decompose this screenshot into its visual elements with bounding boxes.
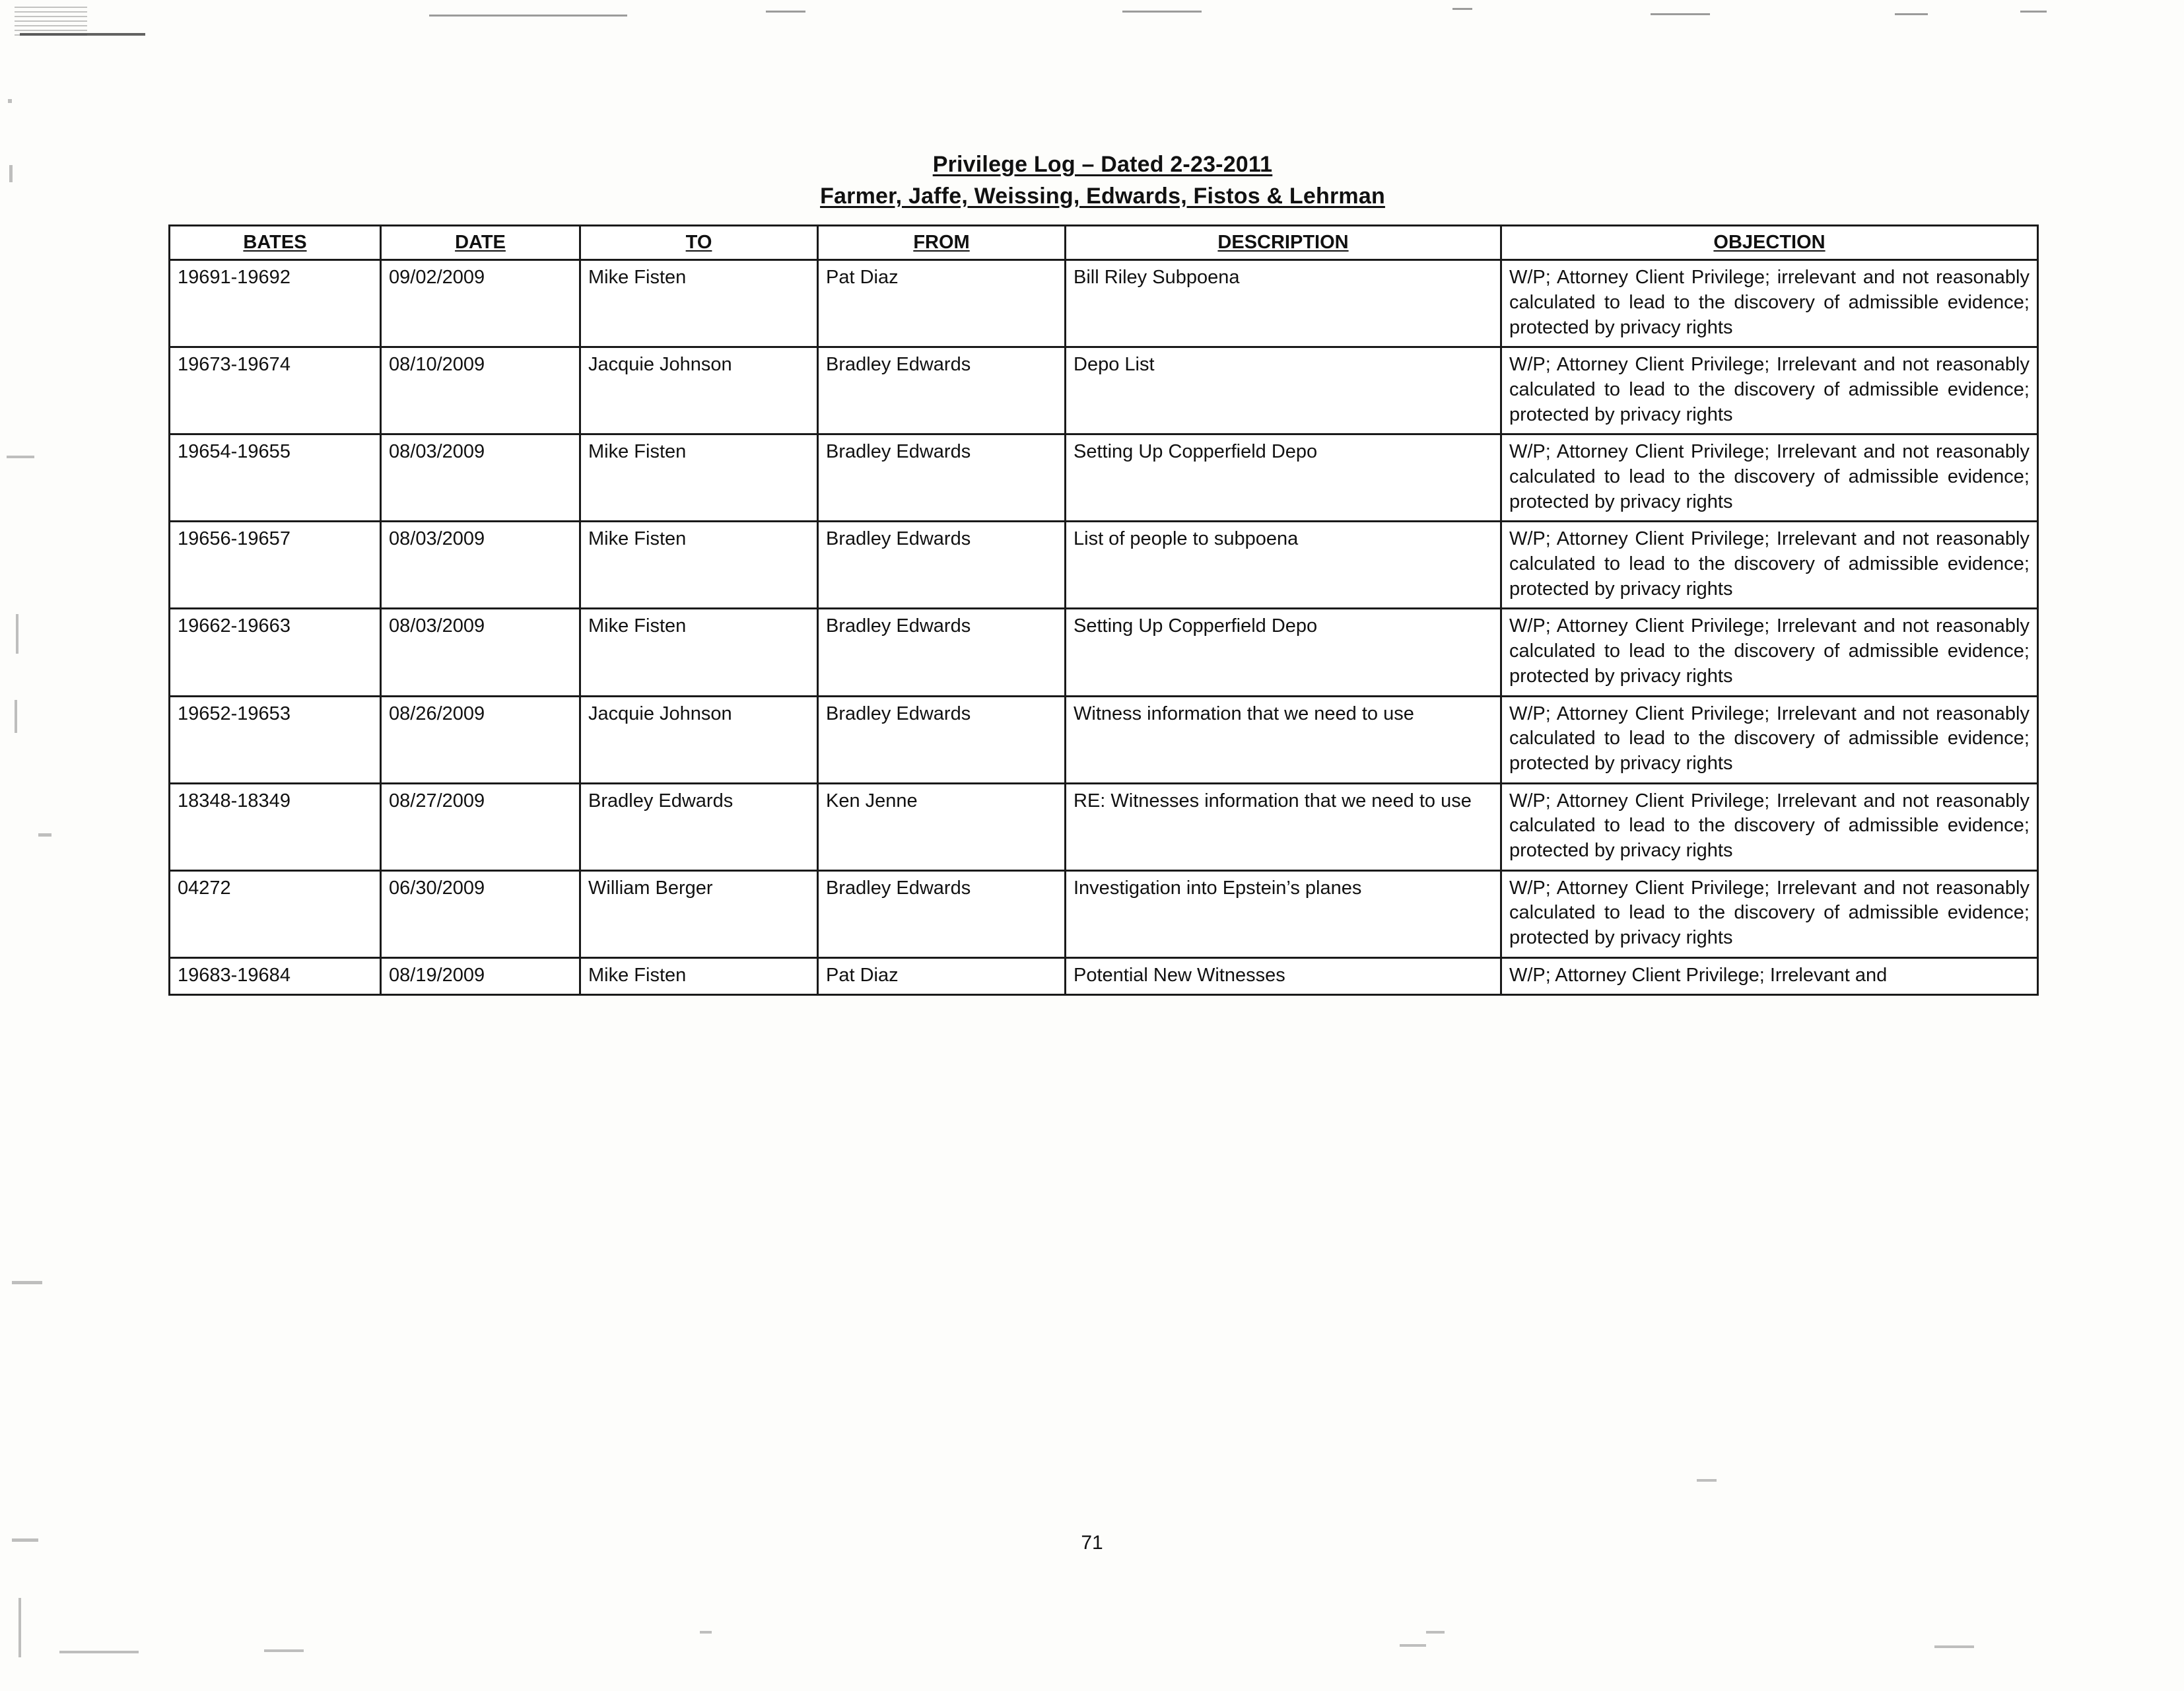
scan-speck [59, 1651, 139, 1653]
cell-to: William Berger [580, 870, 818, 957]
scan-speck [7, 456, 34, 458]
table-row [170, 783, 2038, 870]
cell-from: Bradley Edwards [818, 609, 1066, 696]
table-row [170, 260, 2038, 347]
scan-speck [264, 1649, 304, 1652]
cell-bates: 19654-19655 [170, 434, 381, 522]
cell-to: Mike Fisten [580, 260, 818, 347]
cell-objection: W/P; Attorney Client Privilege; Irrelevant and not reasonably calculated to lead to the discovery of admissible evidence; protected by privacy rights [1501, 870, 2038, 957]
cell-description: Investigation into Epstein’s planes [1066, 870, 1501, 957]
table-row [170, 696, 2038, 783]
cell-to: Jacquie Johnson [580, 696, 818, 783]
cell-from: Bradley Edwards [818, 347, 1066, 434]
cell-objection: W/P; Attorney Client Privilege; Irrelevant and not reasonably calculated to lead to the discovery of admissible evidence; protected by privacy rights [1501, 434, 2038, 522]
scan-speck [8, 99, 12, 103]
scan-artifact-dash [1895, 13, 1928, 15]
scan-artifact-line [20, 33, 145, 36]
cell-objection: W/P; Attorney Client Privilege; Irrelevant and not reasonably calculated to lead to the discovery of admissible evidence; protected by privacy rights [1501, 696, 2038, 783]
page-number: 71 [1081, 1532, 1103, 1554]
scan-speck [700, 1631, 712, 1634]
cell-from: Bradley Edwards [818, 870, 1066, 957]
cell-description: List of people to subpoena [1066, 522, 1501, 609]
column-header-from: FROM [818, 225, 1066, 260]
privilege-log-table [168, 224, 2039, 996]
cell-date: 08/19/2009 [381, 957, 580, 995]
cell-bates: 04272 [170, 870, 381, 957]
cell-bates: 19662-19663 [170, 609, 381, 696]
cell-objection: W/P; Attorney Client Privilege; Irrelevant and not reasonably calculated to lead to the discovery of admissible evidence; protected by privacy rights [1501, 347, 2038, 434]
column-header-to: TO [580, 225, 818, 260]
table-row [170, 609, 2038, 696]
table-row [170, 522, 2038, 609]
cell-bates: 18348-18349 [170, 783, 381, 870]
scan-speck [1400, 1644, 1426, 1647]
cell-to: Bradley Edwards [580, 783, 818, 870]
cell-objection: W/P; Attorney Client Privilege; Irrelevant and not reasonably calculated to lead to the discovery of admissible evidence; protected by privacy rights [1501, 609, 2038, 696]
cell-description: Depo List [1066, 347, 1501, 434]
cell-bates: 19652-19653 [170, 696, 381, 783]
scan-speck [12, 1281, 42, 1284]
cell-date: 09/02/2009 [381, 260, 580, 347]
cell-from: Bradley Edwards [818, 434, 1066, 522]
scan-speck [16, 614, 18, 654]
table-header-row [170, 225, 2038, 260]
column-header-objection: OBJECTION [1501, 225, 2038, 260]
cell-date: 08/03/2009 [381, 609, 580, 696]
cell-objection: W/P; Attorney Client Privilege; irrelevant and not reasonably calculated to lead to the discovery of admissible evidence; protected by privacy rights [1501, 260, 2038, 347]
column-header-description: DESCRIPTION [1066, 225, 1501, 260]
cell-description: Bill Riley Subpoena [1066, 260, 1501, 347]
cell-date: 08/27/2009 [381, 783, 580, 870]
cell-bates: 19656-19657 [170, 522, 381, 609]
scan-artifact-dash [429, 15, 627, 17]
scan-artifact-dash [1651, 13, 1710, 15]
table-row [170, 434, 2038, 522]
cell-to: Mike Fisten [580, 609, 818, 696]
cell-description: Setting Up Copperfield Depo [1066, 609, 1501, 696]
page-title: Privilege Log – Dated 2-23-2011 [932, 152, 1273, 177]
table-row [170, 957, 2038, 995]
cell-to: Mike Fisten [580, 957, 818, 995]
cell-from: Bradley Edwards [818, 522, 1066, 609]
table-row [170, 347, 2038, 434]
scan-artifact-dash [2020, 11, 2047, 13]
cell-date: 08/03/2009 [381, 522, 580, 609]
table-row [170, 870, 2038, 957]
scan-speck [9, 165, 13, 182]
cell-description: Potential New Witnesses [1066, 957, 1501, 995]
cell-from: Bradley Edwards [818, 696, 1066, 783]
firm-name: Farmer, Jaffe, Weissing, Edwards, Fistos & Lehrman [820, 184, 1385, 209]
table-body [170, 260, 2038, 995]
scan-artifact-corner [15, 5, 87, 36]
cell-date: 06/30/2009 [381, 870, 580, 957]
cell-objection: W/P; Attorney Client Privilege; Irrelevant and not reasonably calculated to lead to the discovery of admissible evidence; protected by privacy rights [1501, 783, 2038, 870]
scan-artifact-dash [766, 11, 805, 13]
document-body [168, 149, 2037, 996]
cell-to: Mike Fisten [580, 522, 818, 609]
cell-to: Jacquie Johnson [580, 347, 818, 434]
scan-artifact-dash [1122, 11, 1202, 13]
scan-speck [18, 1598, 21, 1657]
cell-description: Setting Up Copperfield Depo [1066, 434, 1501, 522]
cell-objection: W/P; Attorney Client Privilege; Irrelevant and not reasonably calculated to lead to the discovery of admissible evidence; protected by privacy rights [1501, 522, 2038, 609]
document-title-block [168, 149, 2037, 213]
cell-objection: W/P; Attorney Client Privilege; Irrelevant and [1501, 957, 2038, 995]
cell-from: Ken Jenne [818, 783, 1066, 870]
cell-date: 08/26/2009 [381, 696, 580, 783]
cell-description: RE: Witnesses information that we need to use [1066, 783, 1501, 870]
scan-speck [1934, 1645, 1974, 1648]
scan-speck [38, 833, 51, 837]
scan-artifact-dash [1452, 8, 1472, 10]
table-header [170, 225, 2038, 260]
column-header-bates: BATES [170, 225, 381, 260]
cell-to: Mike Fisten [580, 434, 818, 522]
scan-speck [1426, 1631, 1445, 1634]
column-header-date: DATE [381, 225, 580, 260]
cell-description: Witness information that we need to use [1066, 696, 1501, 783]
cell-from: Pat Diaz [818, 957, 1066, 995]
cell-bates: 19691-19692 [170, 260, 381, 347]
cell-bates: 19683-19684 [170, 957, 381, 995]
cell-bates: 19673-19674 [170, 347, 381, 434]
scan-speck [1697, 1479, 1717, 1482]
cell-date: 08/10/2009 [381, 347, 580, 434]
scan-speck [15, 700, 17, 733]
cell-date: 08/03/2009 [381, 434, 580, 522]
cell-from: Pat Diaz [818, 260, 1066, 347]
